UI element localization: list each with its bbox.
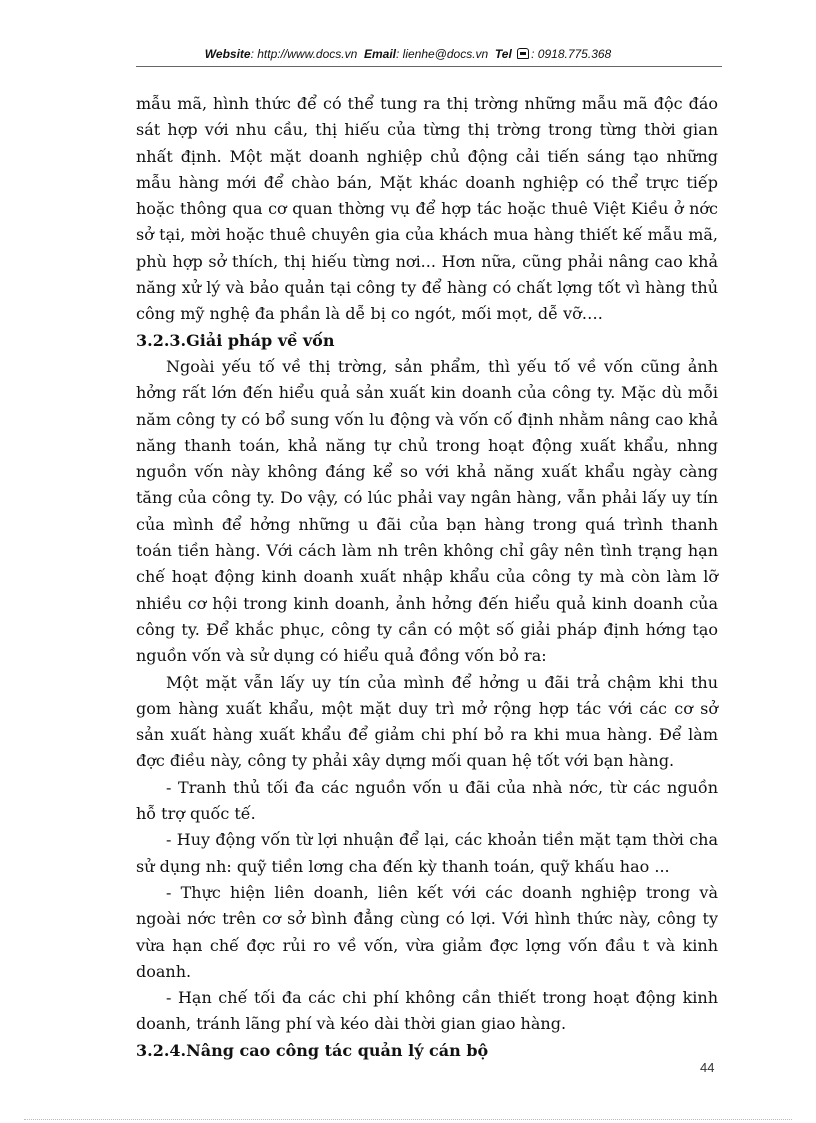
header-divider [136, 66, 722, 67]
paragraph: Một mặt vẫn lấy uy tín của mình để hởng u đãi trả chậm khi thu gom hàng xuất khẩu, một mặt duy trì mở rộng hợp tác với các cơ sở sản xuất hàng xuất khẩu để giảm chi phí bỏ ra khi mua hàng. Để làm đợc điều này, công ty phải xây dựng mối quan hệ tốt với bạn hàng. [136, 672, 718, 771]
list-item: - Hạn chế tối đa các chi phí không cần thiết trong hoạt động kinh doanh, tránh lãng phí và kéo dài thời gian giao hàng. [136, 988, 718, 1034]
bottom-divider [24, 1119, 792, 1120]
paragraph: mẫu mã, hình thức để có thể tung ra thị trờng những mẫu mã độc đáo sát hợp với nhu cầu, thị hiếu của từng thị trờng trong từng thời gian nhất định. Một mặt doanh nghiệp chủ động cải tiến sáng tạo những mẫu hàng mới để chào bán, Mặt khác doanh nghiệp có thể trực tiếp hoặc thông qua cơ quan thờng vụ để hợp tác hoặc thuê Việt Kiều ở nớc sở tại, mời hoặc thuê chuyên gia của khách mua hàng thiết kế mẫu mã, phù hợp sở thích, thị hiếu từng nơi... Hơn nữa, cũng phải nâng cao khả năng xử lý và bảo quản tại công ty để hàng có chất lợng tốt vì hàng thủ công mỹ nghệ đa phần là dễ bị co ngót, mối mọt, dễ vỡ…. [136, 94, 718, 324]
section-heading: 3.2.3.Giải pháp về vốn [136, 330, 335, 350]
paragraph: Ngoài yếu tố về thị trờng, sản phẩm, thì yếu tố về vốn cũng ảnh hởng rất lớn đến hiểu quả sản xuất kin doanh của công ty. Mặc dù mỗi năm công ty có bổ sung vốn lu động và vốn cố định nhằm nâng cao khả năng thanh toán, khả năng tự chủ trong hoạt động xuất khẩu, nhng nguồn vốn này không đáng kể so với khả năng xuất khẩu ngày càng tăng của công ty. Do vậy, có lúc phải vay ngân hàng, vẫn phải lấy uy tín của mình để hởng những u đãi của bạn hàng trong quá trình thanh toán tiền hàng. Với cách làm nh trên không chỉ gây nên tình trạng hạn chế hoạt động kinh doanh xuất nhập khẩu của công ty mà còn làm lỡ nhiều cơ hội trong kinh doanh, ảnh hởng đến hiểu quả kinh doanh của công ty. Để khắc phục, công ty cần có một số giải pháp định hớng tạo nguồn vốn và sử dụng có hiểu quả đồng vốn bỏ ra: [136, 356, 718, 666]
page-header [0, 47, 816, 61]
website-label: Website [204, 47, 251, 61]
section-heading: 3.2.4.Nâng cao công tác quản lý cán bộ [136, 1040, 489, 1060]
list-item: - Thực hiện liên doanh, liên kết với các doanh nghiệp trong và ngoài nớc trên cơ sở bình đẳng cùng có lợi. Với hình thức này, công ty vừa hạn chế đợc rủi ro về vốn, vừa giảm đợc lợng vốn đầu t và kinh doanh. [136, 882, 718, 981]
tel-label: Tel [494, 47, 512, 61]
list-item: - Tranh thủ tối đa các nguồn vốn u đãi của nhà nớc, từ các nguồn hỗ trợ quốc tế. [136, 777, 718, 824]
website-value: : http://www.docs.vn [250, 47, 358, 61]
email-label: Email [363, 47, 396, 61]
list-item: - Huy động vốn từ lợi nhuận để lại, các khoản tiền mặt tạm thời cha sử dụng nh: quỹ tiền lơng cha đến kỳ thanh toán, quỹ khấu hao ... [136, 830, 718, 876]
tel-value: : 0918.775.368 [531, 47, 612, 61]
email-value: : lienhe@docs.vn [395, 47, 489, 61]
page-number: 44 [700, 1060, 715, 1075]
document-body [136, 91, 718, 1064]
phone-icon [517, 48, 529, 59]
